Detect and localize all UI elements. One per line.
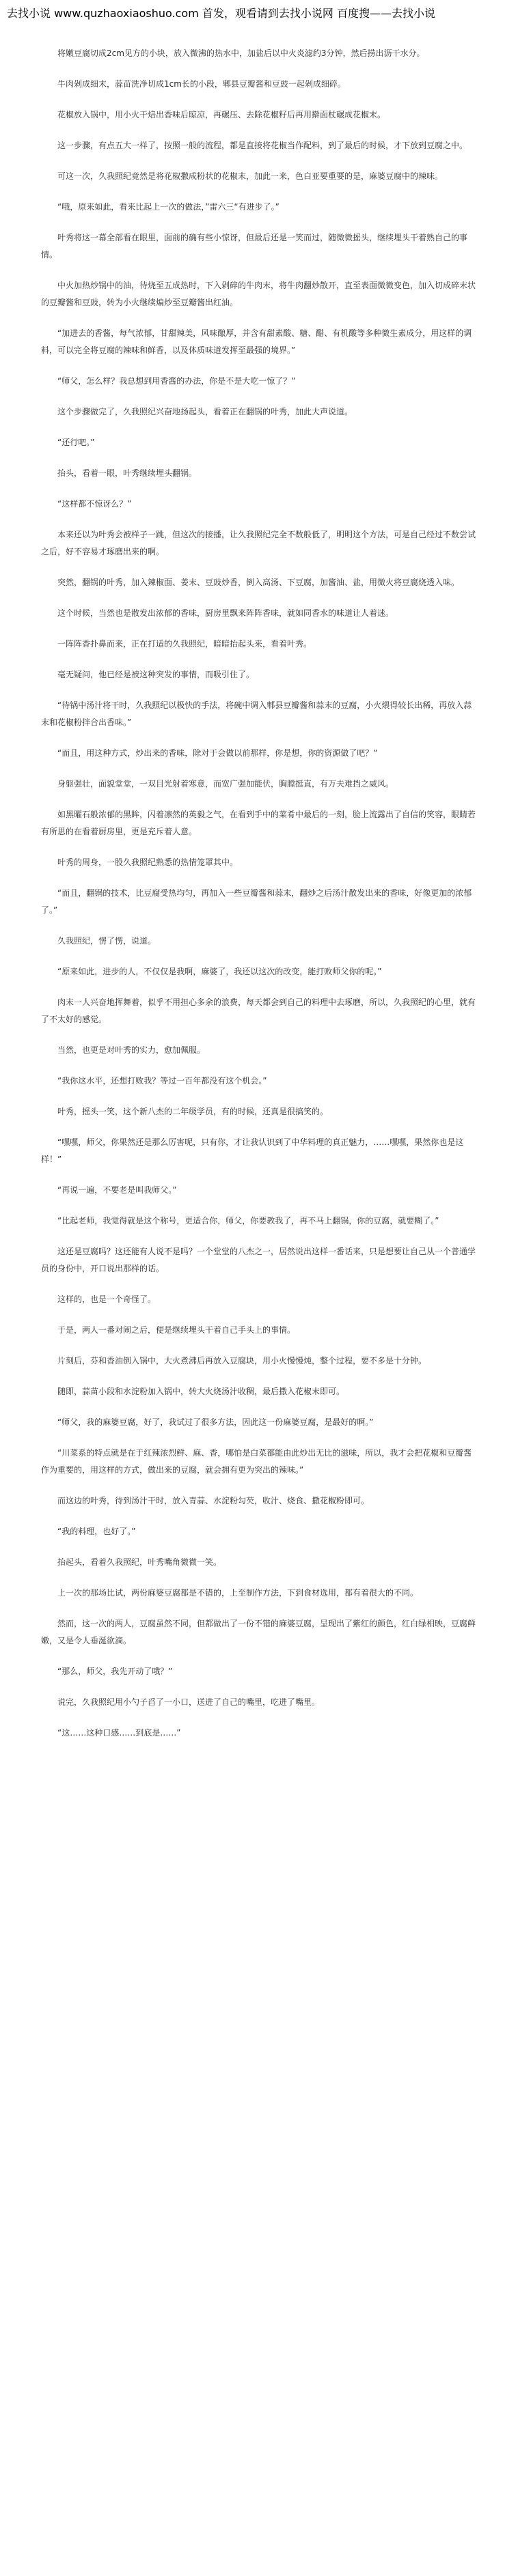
paragraph: 毫无疑问，他已经是被这种突发的事情，而吸引住了。	[57, 670, 255, 679]
paragraph: “嘿嘿，师父，你果然还是那么厉害呢，只有你，才让我认识到了中华料理的真正魅力，……嘿嘿，果然你也是这样！”	[41, 1137, 464, 1164]
site-header: 去找小说 www.quzhaoxiaoshuo.com 首发，观看请到去找小说网 百度搜——去找小说	[7, 7, 435, 20]
paragraph: 这样的，也是一个奇怪了。	[57, 1294, 156, 1304]
paragraph: 本来还以为叶秀会被样子一跳，但这次的接播，让久我照纪完全不数般低了，明明这个方法，可是自己经过不数尝试之后，好不容易才琢磨出来的啊。	[41, 530, 476, 556]
paragraph: 中火加热炒锅中的油，待烧至五成热时，下入剁碎的牛肉末，将牛肉翻炒散开，直至表面微微变色，加入切成碎末状的豆瓣酱和豆豉，转为小火继续煸炒至豆瓣酱出红油。	[41, 281, 476, 307]
paragraph: 叶秀将这一幕全部看在眼里，面前的确有些小惊讶，但最后还是一笑而过，随微微摇头，继续埋头干着熟自己的事情。	[41, 233, 468, 259]
paragraph: 牛肉剁成细末，蒜苗洗净切成1cm长的小段，郫县豆瓣酱和豆豉一起剁成细碎。	[57, 79, 346, 89]
paragraph: “师父，怎么样？我总想到用香酱的办法，你是不是大吃一惊了？”	[57, 376, 296, 386]
paragraph: “师父，我的麻婆豆腐，好了，我试过了很多方法，因此这一份麻婆豆腐，是最好的啊。”	[57, 1417, 374, 1427]
paragraph: 身躯强壮，面貌堂堂，一双目光射着寒意，而宽广强加能伏，胸膛挺直，有万夫难挡之威风。	[57, 779, 394, 789]
paragraph: “这……这种口感……到底是……”	[57, 1728, 181, 1738]
paragraph: 于是，两人一番对闹之后，便是继续埋头干着自己手头上的事情。	[57, 1325, 296, 1335]
paragraph: “而且，翻锅的技术，比豆腐受热均匀，再加入一些豆瓣酱和蒜末，翻炒之后汤汁散发出来的香味，好像更加的浓郁了。”	[41, 888, 472, 915]
paragraph: 而这边的叶秀，待到汤汁干时，放入青蒜、水淀粉勾芡，收汁、烧食、撒花椒粉即可。	[57, 1496, 370, 1505]
paragraph: “还行吧。”	[57, 438, 95, 447]
paragraph: “比起老师，我觉得就是这个称号，更适合你，师父，你要教我了，再不马上翻锅，你的豆腐，就要糊了。”	[57, 1216, 439, 1226]
paragraph: 一阵阵香扑鼻而来，正在打适的久我照纪，暗暗抬起头来，看着叶秀。	[57, 639, 312, 649]
paragraph: 这一步骤，有点五大一样了，按照一般的流程，都是直接将花椒当作配料，到了最后的时候，才下放到豆腐之中。	[57, 141, 468, 150]
paragraph: 突然，翻锅的叶秀，加入辣椒面、姜末、豆豉炒香，倒入高汤、下豆腐，加酱油、盐，用微火将豆腐烧透入味。	[57, 578, 460, 587]
chapter-body	[41, 45, 478, 1742]
paragraph: 叶秀，摇头一笑，这个新八杰的二年级学员，有的时候，还真是很搞笑的。	[57, 1107, 329, 1116]
paragraph: “原来如此，进步的人，不仅仅是我啊，麻婆了，我还以这次的改变，能打败师父你的呢。”	[57, 967, 382, 976]
paragraph: “那么，师父，我先开动了哦？”	[57, 1667, 173, 1676]
paragraph: 久我照纪，愣了愣，说道。	[57, 936, 156, 946]
paragraph: 当然，也更是对叶秀的实力，愈加佩服。	[57, 1045, 206, 1055]
paragraph: 抬头，看着一眼，叶秀继续埋头翻锅。	[57, 468, 197, 478]
paragraph: 花椒放入锅中，用小火干焙出香味后晾凉，再碾压、去除花椒籽后再用擀面杖碾成花椒末。	[57, 110, 386, 119]
paragraph: 将嫩豆腐切成2cm见方的小块，放入微沸的热水中，加盐后以中火炎滤约3分钟，然后捞出沥干水分。	[57, 48, 425, 58]
paragraph: 这个时候，当然也是散发出浓郁的香味，厨房里飘来阵阵香味，就如同香水的味道让人着迷。	[57, 608, 394, 618]
paragraph: “加进去的香酱，每气浓郁，甘甜辣美，风味酿厚，并含有甜素酸、糖、醋、有机酸等多种微生素成分，用这样的调料，可以完全将豆腐的辣味和鲜香，以及体质味道发挥至最强的境界。”	[41, 328, 472, 355]
paragraph: 可这一次，久我照纪竟然是将花椒撒成粉状的花椒末，加此一来，色白亚要重要的是，麻婆豆腐中的辣味。	[57, 171, 444, 181]
paragraph: 然而，这一次的两人，豆腐虽然不同，但都做出了一份不错的麻婆豆腐，呈现出了紫红的颜色，红白绿相映，豆腐鲜嫩，又是令人垂涎欲滴。	[41, 1619, 476, 1645]
paragraph: 这个步骤做完了，久我照纪兴奋地扬起头，看着正在翻锅的叶秀，加此大声说道。	[57, 407, 353, 416]
paragraph: 肉末一人兴奋地挥舞着，似乎不用担心多余的浪费，每天都会到自己的料理中去琢磨，所以，久我照纪的心里，就有了不太好的感觉。	[41, 997, 476, 1024]
paragraph: 叶秀的周身，一股久我照纪熟悉的热情笼罩其中。	[57, 858, 238, 867]
paragraph: 如黑曜石般浓郁的黑眸，闪着凛然的英毅之气，在看到手中的菜肴中最后的一刻，脸上流露出了自信的笑容，眼睛若有所思的在看着厨房里，更是充斥着人意。	[41, 810, 476, 836]
paragraph: 说完，久我照纪用小勺子舀了一小口，送进了自己的嘴里，吃进了嘴里。	[57, 1697, 321, 1707]
paragraph: “待锅中汤汁将干时，久我照纪以极快的手法，将碗中调入郫县豆瓣酱和蒜末的豆腐，小火煨得较长出稀，再放入蒜末和花椒粉拌合出香味。”	[41, 700, 472, 727]
paragraph: 片刻后，芬和香油倒入锅中，大火煮沸后再放入豆腐块，用小火慢慢炖，整个过程，要不多是十分钟。	[57, 1356, 427, 1365]
paragraph: 随即，蒜苗小段和水淀粉加入锅中，转大火烧汤汁收稠，最后撒入花椒末即可。	[57, 1387, 345, 1396]
paragraph: 这还是豆腐吗？这还能有人说不是吗？一个堂堂的八杰之一，居然说出这样一番话来，只是想要让自己从一个普通学员的身份中，开口说出那样的话。	[41, 1247, 476, 1273]
paragraph: 上一次的那场比试，两份麻婆豆腐都是不错的，上至制作方法，下到食材选用，都有着很大的不同。	[57, 1588, 419, 1598]
paragraph: 抬起头，看着久我照纪，叶秀嘴角微微一笑。	[57, 1557, 222, 1567]
paragraph: “这样都不惊讶么？”	[57, 499, 132, 509]
paragraph: “再说一遍，不要老是叫我师父。”	[57, 1185, 177, 1195]
paragraph: “我的料理，也好了。”	[57, 1527, 136, 1536]
paragraph: “而且，用这种方式，炒出来的香味，除对于会做以前那样，你是想，你的资源做了吧？”	[57, 748, 378, 758]
paragraph: “哦，原来如此，看来比起上一次的做法，”雷六三“有进步了。”	[57, 202, 280, 212]
paragraph: “川菜系的特点就是在于红辣浓烈鲜、麻、香，哪怕是白菜都能由此炒出无比的滋味，所以，我才会把花椒和豆瓣酱作为重要的，用这样的方式，做出来的豆腐，就会拥有更为突出的辣味。”	[41, 1448, 472, 1475]
paragraph: “我你这水平，还想打败我？等过一百年都没有这个机会。”	[57, 1076, 267, 1086]
